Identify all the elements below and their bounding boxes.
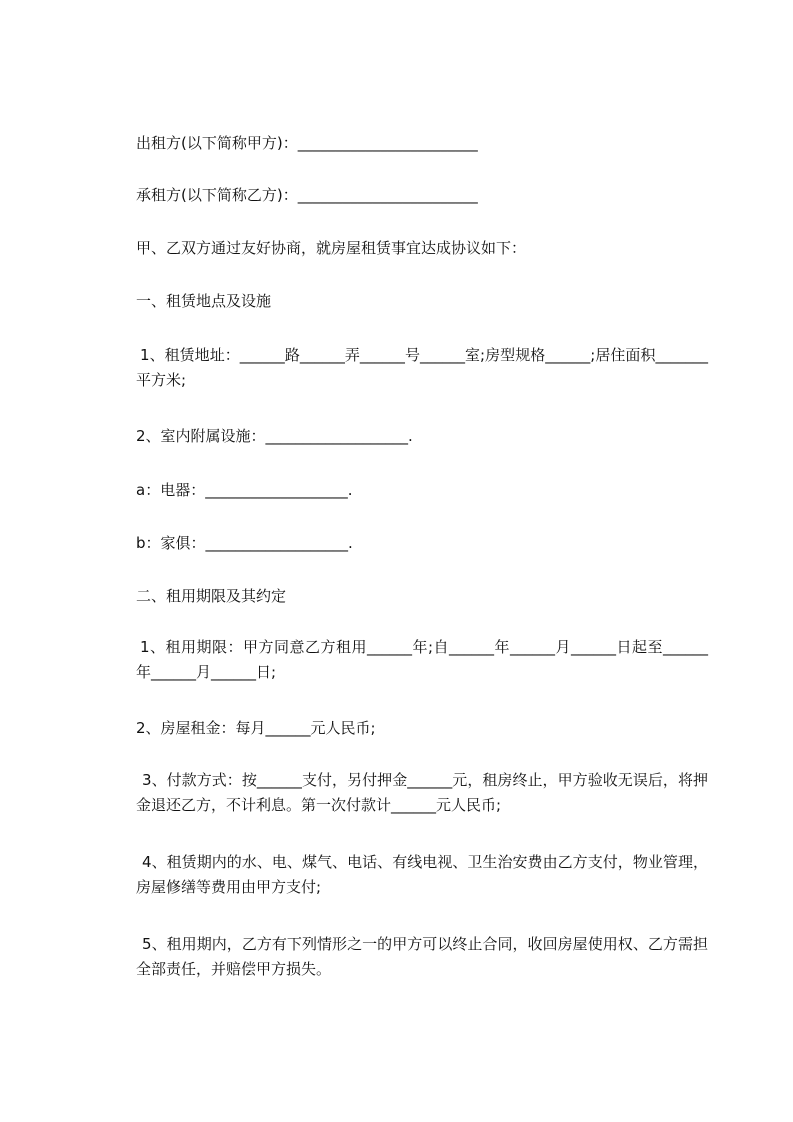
item-2-4-fees: 4、租赁期内的水、电、煤气、电话、有线电视、卫生治安费由乙方支付，物业管理，房屋修缮等费用由甲方支付;	[136, 853, 708, 896]
item-2-1-lease-term: 1、租用期限：甲方同意乙方租用______年;自______年______月______日起至______年______月______日;	[136, 638, 708, 681]
lessor-line: 出租方(以下简称甲方)：________________________	[136, 134, 478, 152]
section2-title: 二、租用期限及其约定	[136, 587, 287, 605]
section1-title: 一、租赁地点及设施	[136, 292, 272, 310]
item-1-2-facilities: 2、室内附属设施：___________________.	[136, 427, 413, 445]
lessee-line: 承租方(以下简称乙方)：________________________	[136, 186, 478, 204]
item-1-1-address: 1、租赁地址：______路______弄______号______室;房型规格______;居住面积_______平方米;	[136, 346, 708, 389]
item-1-2a-appliances: a：电器：___________________.	[136, 481, 353, 499]
item-2-5-termination: 5、租用期内，乙方有下列情形之一的甲方可以终止合同，收回房屋使用权、乙方需担全部责任，并赔偿甲方损失。	[136, 935, 708, 978]
item-2-3-payment: 3、付款方式：按______支付，另付押金______元，租房终止，甲方验收无误后，将押金退还乙方，不计利息。第一次付款计______元人民币;	[136, 771, 708, 814]
intro-paragraph: 甲、乙双方通过友好协商，就房屋租赁事宜达成协议如下：	[136, 239, 527, 257]
item-1-2b-furniture: b：家俱：___________________.	[136, 534, 353, 552]
item-2-2-rent: 2、房屋租金：每月______元人民币;	[136, 719, 376, 737]
